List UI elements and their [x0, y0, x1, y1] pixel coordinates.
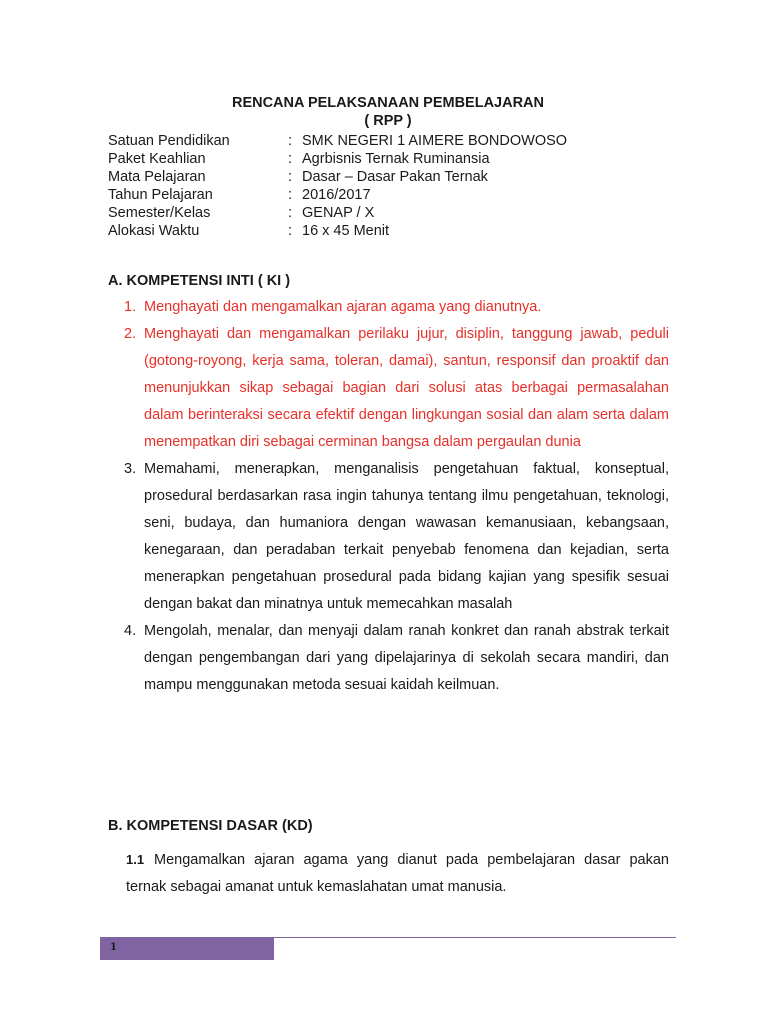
identity-label: Mata Pelajaran: [108, 169, 206, 185]
identity-row: [108, 186, 567, 204]
list-item-number: 4.: [124, 623, 137, 639]
basic-competency-item: [126, 846, 669, 901]
identity-label: Paket Keahlian: [108, 151, 206, 167]
page-number: 1: [110, 942, 117, 953]
document-subtitle: ( RPP ): [364, 113, 412, 129]
identity-label: Alokasi Waktu: [108, 223, 200, 239]
list-item-text: Menghayati dan mengamalkan perilaku jujur, disiplin, tanggung jawab, peduli (gotong-royong, kerja sama, toleran, damai), santun, responsif dan proaktif dan menunjukkan sikap sebagai bagian dari solusi atas berbagai permasalahan dalam berinteraksi secara efektif dengan lingkungan sosial dan alam serta dalam menempatkan diri sebagai cerminan bangsa dalam pergaulan dunia: [144, 326, 669, 450]
list-item: [124, 618, 669, 699]
document-title: RENCANA PELAKSANAAN PEMBELAJARAN: [231, 95, 545, 111]
identity-value: SMK NEGERI 1 AIMERE BONDOWOSO: [302, 133, 568, 149]
identity-value: Dasar – Dasar Pakan Ternak: [302, 169, 488, 185]
list-item-number: 1.: [124, 299, 137, 315]
identity-value: 2016/2017: [302, 187, 371, 203]
list-item: [124, 321, 669, 456]
identity-row: [108, 150, 567, 168]
kd-number: 1.1: [126, 852, 145, 867]
identity-colon: :: [288, 187, 293, 203]
section-a-heading: A. KOMPETENSI INTI ( KI ): [108, 273, 291, 289]
identity-row: [108, 132, 567, 150]
identity-value: GENAP / X: [302, 205, 375, 221]
list-item-text: Memahami, menerapkan, menganalisis pengetahuan faktual, konseptual, prosedural berdasarkan rasa ingin tahunya tentang ilmu pengetahuan, teknologi, seni, budaya, dan humaniora dengan wawasan kemanusiaan, kebangsaan, kenegaraan, dan peradaban terkait penyebab fenomena dan kejadian, serta menerapkan pengetahuan prosedural pada bidang kajian yang spesifik sesuai dengan bakat dan minatnya untuk memecahkan masalah: [144, 461, 669, 612]
list-item: [124, 456, 669, 618]
identity-colon: :: [288, 151, 293, 167]
identity-table: [108, 132, 567, 240]
list-item-number: 3.: [124, 461, 137, 477]
core-competency-list: [124, 294, 669, 699]
list-item-number: 2.: [124, 326, 137, 342]
list-item-text: Mengolah, menalar, dan menyaji dalam ranah konkret dan ranah abstrak terkait dengan pengembangan dari yang dipelajarinya di sekolah secara mandiri, dan mampu menggunakan metoda sesuai kaidah keilmuan.: [144, 623, 669, 693]
identity-colon: :: [288, 169, 293, 185]
identity-label: Semester/Kelas: [108, 205, 211, 221]
identity-row: [108, 168, 567, 186]
identity-colon: :: [288, 205, 293, 221]
identity-value: Agrbisnis Ternak Ruminansia: [302, 151, 490, 167]
identity-label: Satuan Pendidikan: [108, 133, 230, 149]
identity-label: Tahun Pelajaran: [108, 187, 213, 203]
identity-colon: :: [288, 223, 293, 239]
kd-paragraph: [126, 846, 669, 901]
identity-value: 16 x 45 Menit: [302, 223, 390, 239]
section-b-heading: B. KOMPETENSI DASAR (KD): [108, 818, 313, 834]
list-item-text: Menghayati dan mengamalkan ajaran agama yang dianutnya.: [144, 299, 542, 315]
identity-row: [108, 222, 567, 240]
kd-text: Mengamalkan ajaran agama yang dianut pada pembelajaran dasar pakan ternak sebagai amanat untuk kemaslahatan umat manusia.: [126, 852, 669, 895]
footer-page-box: [100, 938, 274, 960]
identity-colon: :: [288, 133, 293, 149]
list-item: [124, 294, 669, 321]
identity-row: [108, 204, 567, 222]
